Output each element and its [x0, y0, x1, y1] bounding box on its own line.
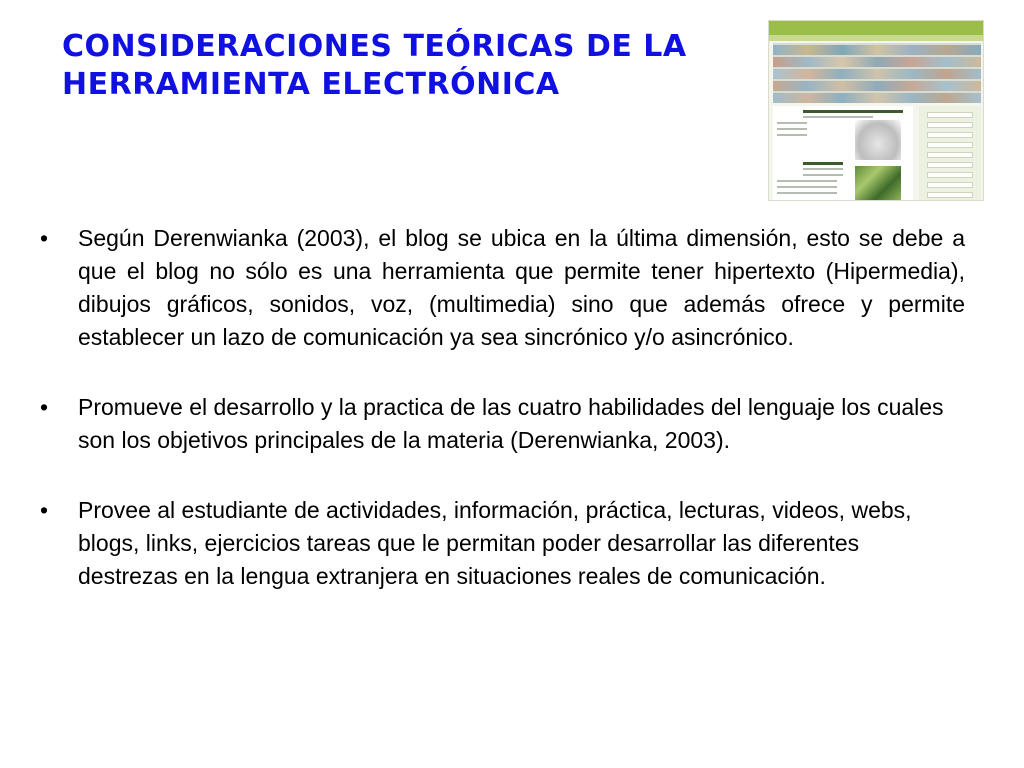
- slide-title-line-1: CONSIDERACIONES TEÓRICAS DE LA: [62, 29, 687, 64]
- bullet-item: [40, 391, 965, 457]
- blog-header-banner: [769, 21, 984, 35]
- handbag-photo: [855, 120, 901, 160]
- bullet-marker: •: [40, 225, 49, 251]
- bullet-text: Según Derenwianka (2003), el blog se ubica en la última dimensión, esto se debe a que el blog no sólo es una herramienta que permite tener hipertexto (Hipermedia), dibujos gráficos, sonidos, voz, (multimedia) sino que además ofrece y permite establecer un lazo de comunicación ya sea sincrónico y/o asincrónico.: [78, 225, 965, 350]
- bullet-list: [40, 222, 965, 630]
- slide-title-line-2: HERRAMIENTA ELECTRÓNICA: [62, 67, 560, 102]
- blog-screenshot-image: [768, 20, 984, 201]
- blog-post-column: [773, 106, 913, 200]
- bullet-marker: •: [40, 394, 49, 420]
- blog-nav-bar: [769, 35, 984, 41]
- bullet-marker: •: [40, 497, 49, 523]
- bullet-text: Provee al estudiante de actividades, información, práctica, lecturas, videos, webs, blogs, links, ejercicios tareas que le permitan poder desarrollar las diferentes destrezas en la lengua extranjera en situaciones reales de comunicación.: [78, 497, 912, 589]
- blog-photo-banner: [773, 43, 981, 103]
- bullet-item: [40, 494, 965, 593]
- plant-photo: [855, 166, 901, 200]
- bullet-text: Promueve el desarrollo y la practica de las cuatro habilidades del lenguaje los cuales son los objetivos principales de la materia (Derenwianka, 2003).: [78, 394, 944, 453]
- slide-title: [62, 28, 752, 104]
- bullet-item: [40, 222, 965, 354]
- blog-sidebar: [919, 106, 981, 200]
